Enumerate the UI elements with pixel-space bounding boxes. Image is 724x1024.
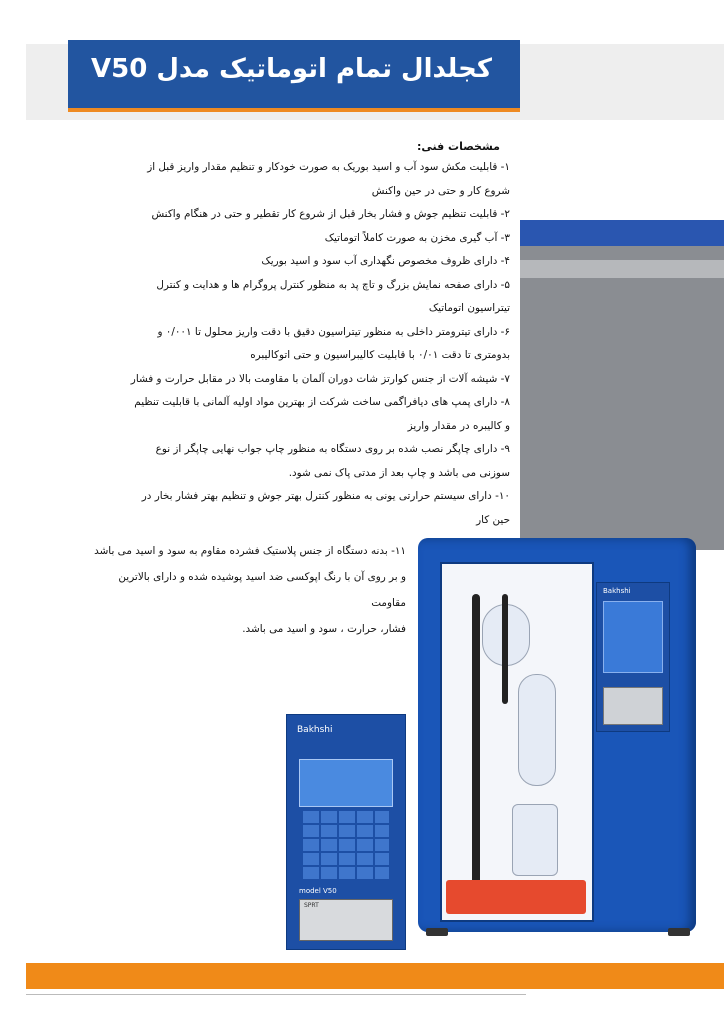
spec-line: ۶- دارای تیترومتر داخلی به منظور تیتراسیون دقیق با دقت واریز محلول تا ۰/۰۰۱ و — [157, 325, 510, 338]
decorative-panel — [520, 220, 724, 550]
controller-printer — [299, 899, 393, 941]
controller-keypad — [301, 809, 389, 881]
glass-beaker — [512, 804, 558, 876]
drip-tray — [446, 880, 586, 914]
spec-line: ۴- دارای ظروف مخصوص نگهداری آب سود و اسید بوریک — [261, 255, 510, 267]
glass-condenser — [518, 674, 556, 786]
footer-rule — [26, 994, 526, 995]
device-printer — [603, 687, 663, 725]
spec-line: ۲- قابلیت تنظیم جوش و فشار بخار قبل از شروع کار تقطیر و حتی در هنگام واکنش — [151, 208, 510, 220]
title-box — [68, 40, 520, 112]
hose — [472, 594, 480, 884]
spec-line: ۳- آب گیری مخزن به صورت کاملاً اتوماتیک — [324, 231, 510, 244]
spec-line: و بر روی آن با رنگ اپوکسی ضد اسید پوشیده شده و دارای بالاترین مقاومت — [118, 571, 406, 609]
device-control-panel — [596, 582, 670, 732]
glassware-cabinet — [440, 562, 594, 922]
spec-line: تیتراسیون اتوماتیک — [428, 302, 510, 314]
printer-label: SPRT — [304, 902, 319, 909]
spec-line: ۹- دارای چاپگر نصب شده بر روی دستگاه به منظور چاپ جواب نهایی چاپگر از نوع — [155, 443, 510, 455]
brand-label: Bakhshi — [297, 725, 333, 735]
spec-line: شروع کار و حتی در حین واکنش — [371, 184, 510, 197]
panel-stripe — [520, 220, 724, 246]
footer-bar — [26, 963, 724, 989]
spec-heading: مشخصات فنی: — [416, 140, 500, 153]
spec-line: فشار، حرارت ، سود و اسید می باشد. — [242, 623, 406, 635]
spec-line: سوزنی می باشد و چاپ بعد از مدتی پاک نمی شود. — [288, 466, 510, 479]
device-foot — [426, 928, 448, 936]
page-title: کجلدال تمام اتوماتیک مدل V50 — [90, 54, 492, 84]
spec-item-11 — [90, 538, 406, 642]
spec-line: ۵- دارای صفحه نمایش بزرگ و تاچ پد به منظور کنترل پروگرام ها و هدایت و کنترل — [156, 278, 510, 291]
spec-line: ۱۱- بدنه دستگاه از جنس پلاستیک فشرده مقاوم به سود و اسید می باشد — [94, 545, 406, 557]
hose — [502, 594, 508, 704]
controller-display — [299, 759, 393, 807]
spec-line: ۱۰- دارای سیستم حرارتی یونی به منظور کنترل بهتر جوش و تنظیم بهتر فشار بخار در — [141, 490, 510, 502]
device-display — [603, 601, 663, 673]
spec-line: ۷- شیشه آلات از جنس کوارتز شات دوران آلمان با مقاومت بالا در مقابل حرارت و فشار — [130, 372, 510, 385]
panel-light-stripe — [520, 260, 724, 278]
spec-list — [70, 156, 510, 532]
spec-line: و کالیبره در مقدار واریز — [407, 419, 510, 432]
device-foot — [668, 928, 690, 936]
model-label: model V50 — [299, 887, 337, 895]
spec-line: حین کار — [476, 513, 510, 526]
brand-label: Bakhshi — [603, 587, 631, 595]
spec-line: بدومتری تا دقت ۰/۰۱ با قابلیت کالیبراسیون و حتی اتوکالیبره — [250, 349, 510, 361]
controller-closeup-photo — [286, 714, 406, 950]
spec-line: ۸- دارای پمپ های دیافراگمی ساخت شرکت از بهترین مواد اولیه آلمانی با قابلیت تنظیم — [134, 396, 510, 408]
spec-line: ۱- قابلیت مکش سود آب و اسید بوریک به صورت خودکار و تنظیم مقدار واریز قبل از — [147, 161, 510, 173]
